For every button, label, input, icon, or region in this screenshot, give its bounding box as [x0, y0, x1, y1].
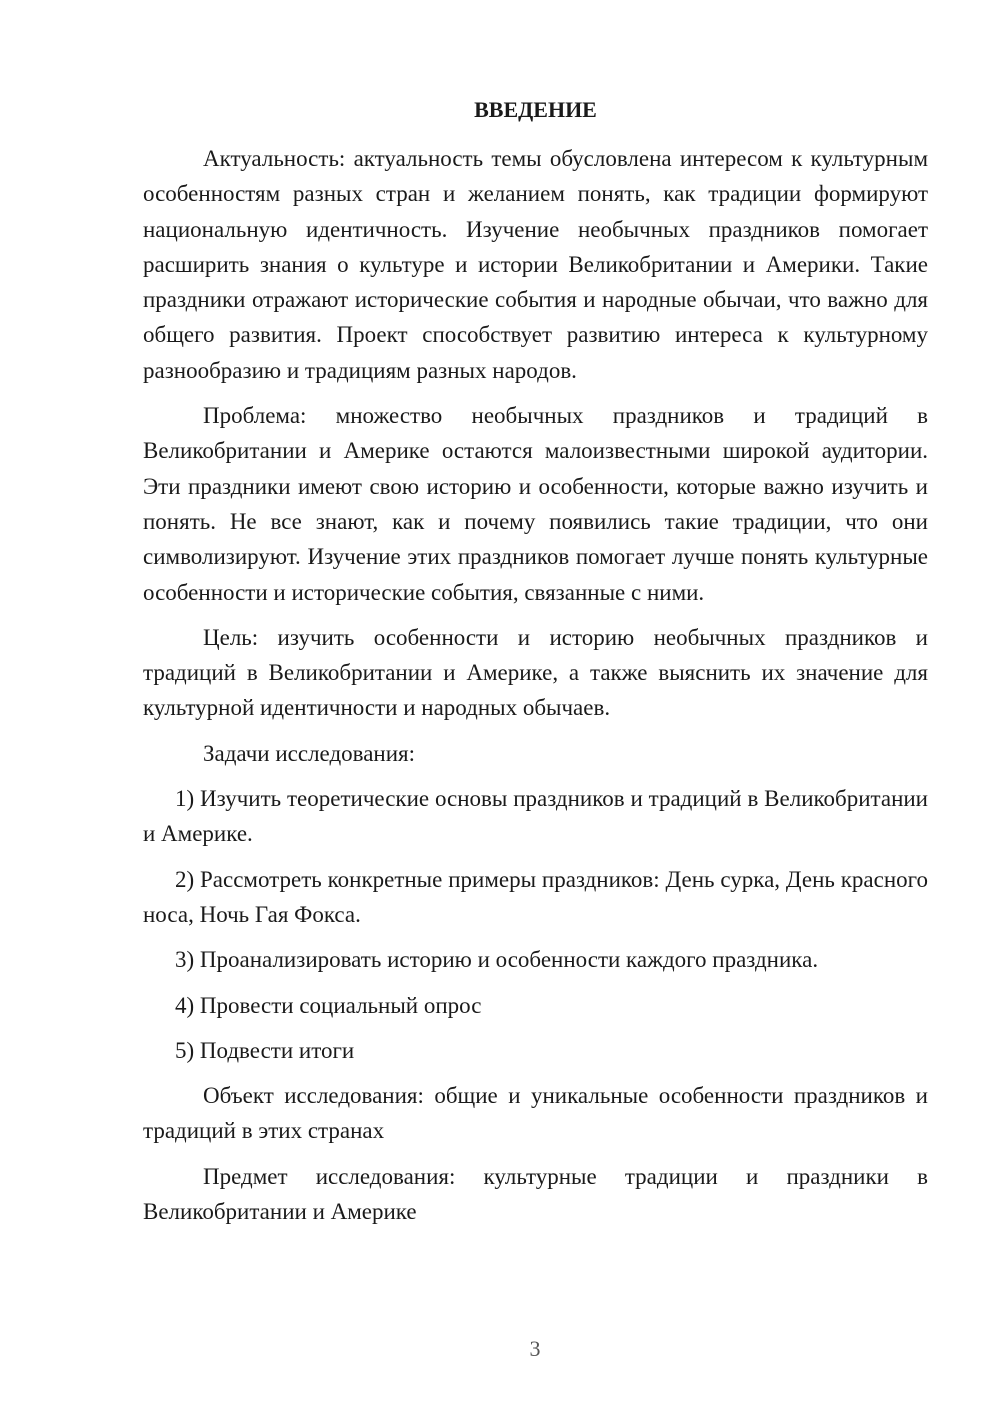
- subject-paragraph: Предмет исследования: культурные традиции и праздники в Великобритании и Америке: [143, 1163, 928, 1225]
- task-item-1: 1) Изучить теоретические основы праздников и традиций в Великобритании и Америке.: [143, 786, 928, 847]
- section-heading: ВВЕДЕНИЕ: [474, 97, 597, 122]
- task-item-3: 3) Проанализировать историю и особенности каждого праздника.: [175, 947, 819, 973]
- goal-paragraph: Цель: изучить особенности и историю необычных праздников и традиций в Великобритании и Америке, а также выяснить их значение для культурной идентичности и народных обычаев.: [143, 624, 928, 721]
- object-paragraph: Объект исследования: общие и уникальные особенности праздников и традиций в этих странах: [143, 1083, 928, 1144]
- task-item-5: 5) Подвести итоги: [175, 1037, 355, 1063]
- task-item-4: 4) Провести социальный опрос: [175, 992, 482, 1018]
- tasks-title: Задачи исследования:: [203, 740, 416, 766]
- task-item-2: 2) Рассмотреть конкретные примеры праздников: День сурка, День красного носа, Ночь Гая Фокса.: [143, 866, 928, 927]
- relevance-paragraph: Актуальность: актуальность темы обусловлена интересом к культурным особенностям разных стран и желанием понять, как традиции формируют национальную идентичность. Изучение необычных праздников помогает расширить знания о культуре и истории Великобритании и Америки. Такие праздники отражают исторические события и народные обычаи, что важно для общего развития. Проект способствует развитию интереса к культурному разнообразию и традициям разных народов.: [143, 146, 928, 383]
- document-page: [143, 95, 928, 1239]
- page-number: 3: [529, 1336, 541, 1361]
- problem-paragraph: Проблема: множество необычных праздников и традиций в Великобритании и Америке остаются малоизвестными широкой аудитории. Эти праздники имеют свою историю и особенности, которые важно изучить и понять. Не все знают, как и почему появились такие традиции, что они символизируют. Изучение этих праздников помогает лучше понять культурные особенности и исторические события, связанные с ними.: [143, 403, 928, 605]
